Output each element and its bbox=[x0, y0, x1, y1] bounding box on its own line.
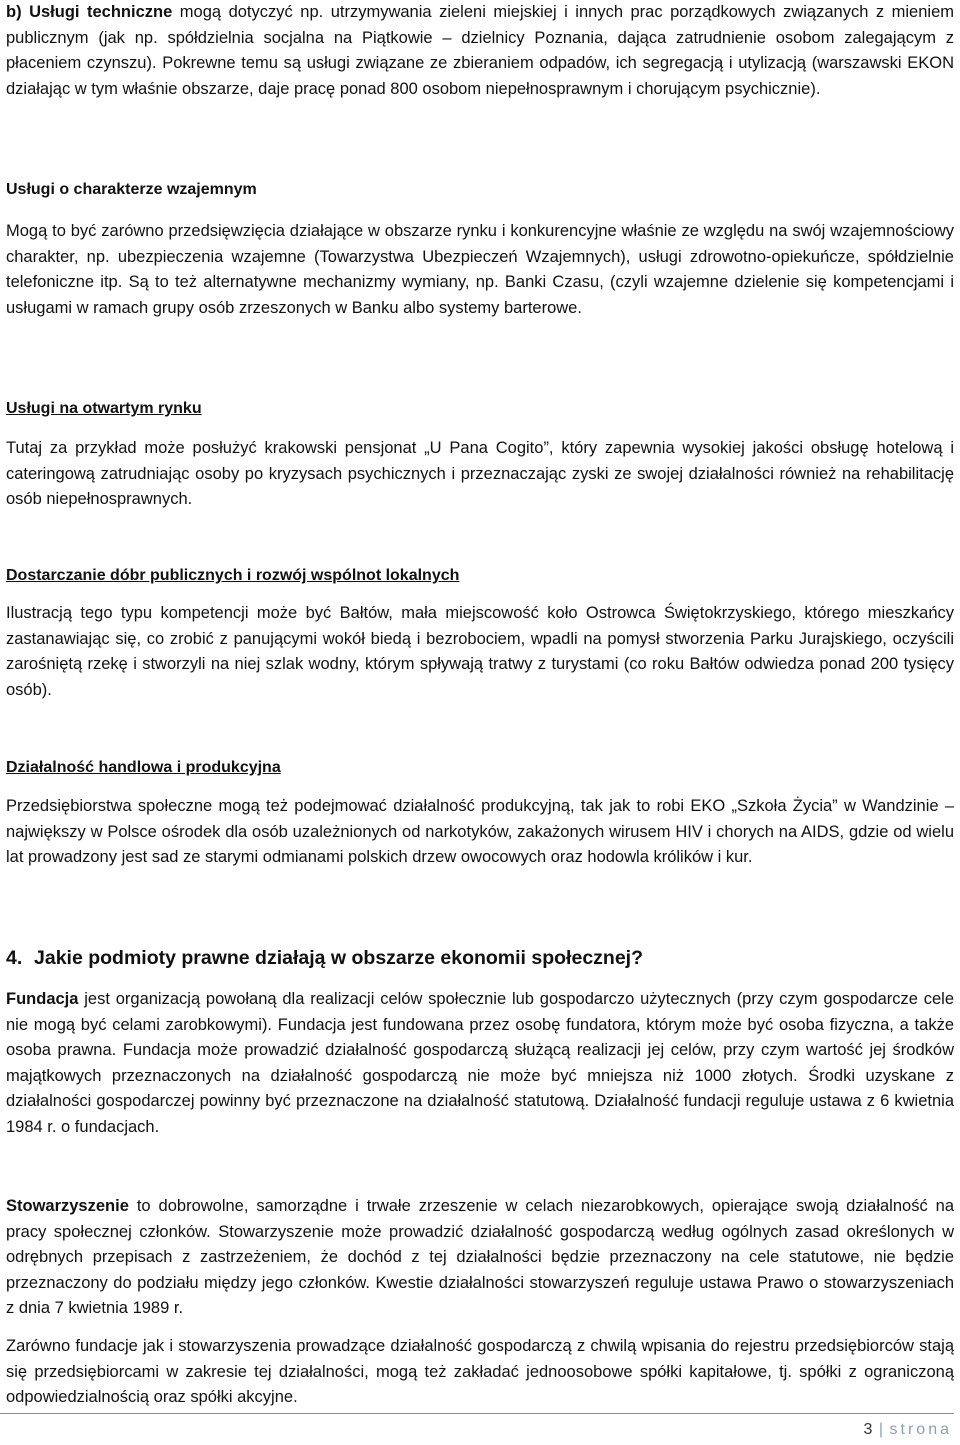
section-b-paragraph bbox=[6, 0, 954, 102]
foundation-text: jest organizacją powołaną dla realizacji celów społecznie lub gospodarczo użytecznych (przy czym gospodarcze cele nie mogą być celami zarobkowymi). Fundacja jest fundowana przez osobę fundatora, którym może być osoba fizyczna, a także osoba prawna. Fundacja może prowadzić działalność gospodarczą służącą realizacji jej celów, przy czym wartość jej środków majątkowych przeznaczonych na działalność gospodarczą nie może być mniejsza niż 1000 złotych. Środki uzyskane z działalności gospodarczej powinny być przeznaczone na działalność statutową. Działalność fundacji reguluje ustawa z 6 kwietnia 1984 r. o fundacjach. bbox=[6, 990, 954, 1136]
section-b-text: mogą dotyczyć np. utrzymywania zieleni miejskiej i innych prac porządkowych związanych z mieniem publicznym (jak np. spółdzielnia socjalna na Piątkowie – dzielnicy Poznania, dająca zatrudnienie osobom zalegającym z płaceniem czynszu). Pokrewne temu są usługi związane ze zbieraniem odpadów, ich segregacją i utylizacją (warszawski EKON działając w tym właśnie obszarze, daje pracę ponad 800 osobom niepełnosprawnym i chorującym psychicznie). bbox=[6, 3, 954, 98]
foundation-paragraph bbox=[6, 987, 954, 1140]
association-text: to dobrowolne, samorządne i trwałe zrzeszenie w celach niezarobkowych, opierające swoją działalność na pracy społecznej członków. Stowarzyszenie może prowadzić działalność gospodarczą według ogólnych zasad określonych w odrębnych przepisach z zastrzeżeniem, że dochód z tej działalności będzie przeznaczony na cele statutowe, nie będzie przeznaczony do podziału między jego członków. Kwestie działalności stowarzyszeń reguluje ustawa Prawo o stowarzyszeniach z dnia 7 kwietnia 1989 r. bbox=[6, 1197, 954, 1317]
mutual-paragraph: Mogą to być zarówno przedsięwzięcia działające w obszarze rynku i konkurencyjne właśnie ze względu na swój wzajemnościowy charakter, np. ubezpieczenia wzajemne (Towarzystwa Ubezpieczeń Wzajemnych), usługi zdrowotno-opiekuńcze, spółdzielnie telefoniczne itp. Są to też alternatywne mechanizmy wymiany, np. Banki Czasu, (czyli wzajemne dzielenie się kompetencjami i usługami w ramach grupy osób zrzeszonych w Banku albo systemy barterowe. bbox=[6, 222, 954, 317]
section-trade bbox=[6, 757, 954, 871]
section-b-lead: b) Usługi techniczne bbox=[6, 3, 173, 21]
footer-separator: | bbox=[878, 1421, 884, 1438]
foundation-lead: Fundacja bbox=[6, 990, 79, 1008]
section-b bbox=[6, 0, 954, 102]
page-footer bbox=[863, 1419, 952, 1441]
section-mutual bbox=[6, 179, 954, 321]
closing-paragraph: Zarówno fundacje jak i stowarzyszenia prowadzące działalność gospodarczą z chwilą wpisania do rejestru przedsiębiorców stają się przedsiębiorcami w zakresie tej działalności, mogą też zakładać jednoosobowe spółki kapitałowe, tj. spółki z ograniczoną odpowiedzialnością oraz spółki akcyjne. bbox=[6, 1337, 954, 1406]
page-number: 3 bbox=[863, 1421, 873, 1438]
page-label: strona bbox=[889, 1421, 952, 1438]
question-number: 4. bbox=[6, 947, 23, 969]
open-market-heading: Usługi na otwartym rynku bbox=[6, 400, 202, 417]
open-market-paragraph: Tutaj za przykład może posłużyć krakowski pensjonat „U Pana Cogito”, który zapewnia wysokiej jakości obsługę hotelową i cateringową zatrudniając osoby po kryzysach psychicznych i przeznaczając zyski ze swojej działalności również na rehabilitację osób niepełnosprawnych. bbox=[6, 439, 954, 508]
question-heading bbox=[6, 945, 954, 971]
public-goods-paragraph: Ilustracją tego typu kompetencji może być Bałtów, mała miejscowość koło Ostrowca Świętokrzyskiego, którego mieszkańcy zastanawiając się, co zrobić z panującymi wokół biedą i bezrobociem, wpadli na pomysł stworzenia Parku Jurajskiego, oczyścili zarośniętą rzekę i stworzyli na niej szlak wodny, którym spływają tratwy z turystami (co roku Bałtów odwiedza ponad 200 tysięcy osób). bbox=[6, 604, 954, 699]
question-title: Jakie podmioty prawne działają w obszarze ekonomii społecznej? bbox=[34, 947, 644, 969]
public-goods-heading: Dostarczanie dóbr publicznych i rozwój wspólnot lokalnych bbox=[6, 567, 460, 584]
association-paragraph bbox=[6, 1194, 954, 1322]
section-foundation bbox=[6, 987, 954, 1140]
association-lead: Stowarzyszenie bbox=[6, 1197, 129, 1215]
mutual-heading: Usługi o charakterze wzajemnym bbox=[6, 181, 257, 198]
footer-divider bbox=[0, 1413, 954, 1414]
trade-paragraph: Przedsiębiorstwa społeczne mogą też podejmować działalność produkcyjną, tak jak to robi EKO „Szkoła Życia” w Wandzinie – największy w Polsce ośrodek dla osób uzależnionych od narkotyków, zakażonych wirusem HIV i chorych na AIDS, gdzie od wielu lat prowadzony jest sad ze starymi odmianami polskich drzew owocowych oraz hodowla królików i kur. bbox=[6, 797, 954, 866]
section-closing bbox=[6, 1334, 954, 1411]
section-public-goods bbox=[6, 565, 954, 703]
section-question bbox=[6, 945, 954, 971]
trade-heading: Działalność handlowa i produkcyjna bbox=[6, 759, 281, 776]
section-open-market bbox=[6, 398, 954, 513]
section-association bbox=[6, 1194, 954, 1322]
